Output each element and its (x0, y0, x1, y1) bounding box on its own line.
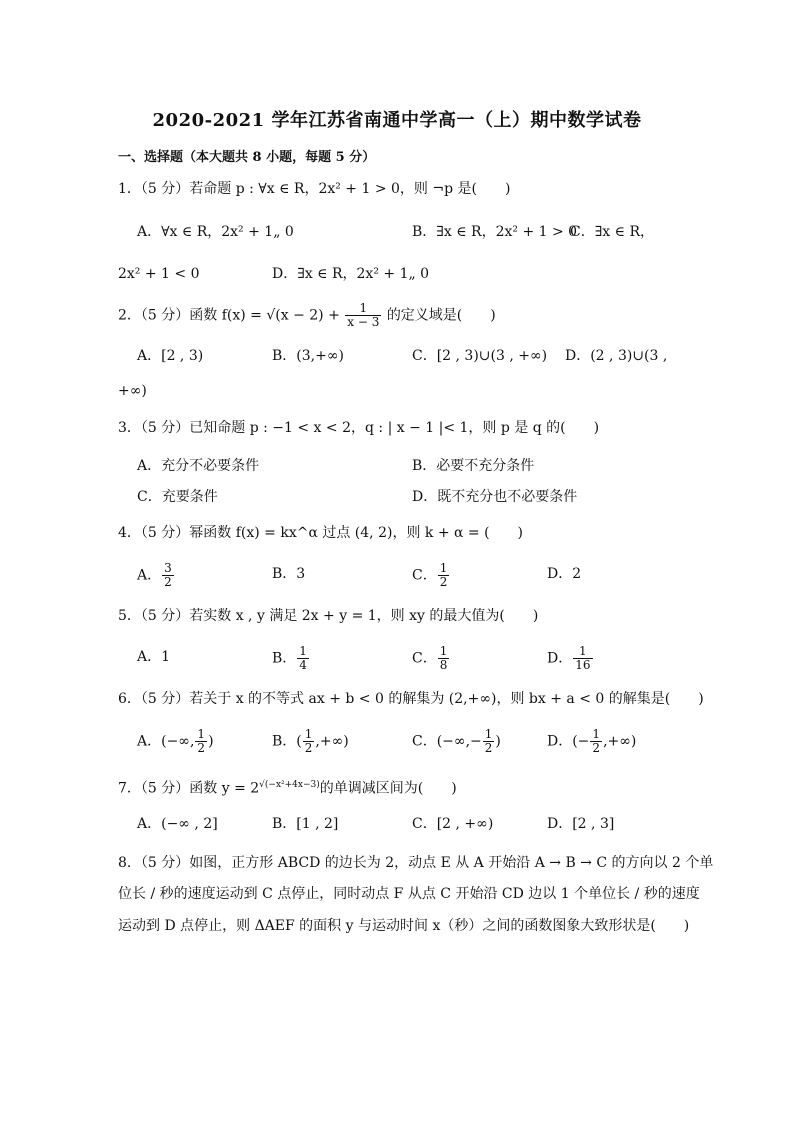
question-3-option-a: A．充分不必要条件 (137, 458, 260, 474)
fraction (590, 728, 602, 755)
fraction-denominator: x − 3 (347, 315, 380, 329)
question-8-line-1: 8．（5 分）如图，正方形 ABCD 的边长为 2，动点 E 从 A 开始沿 A → B → C 的方向以 2 个单 (118, 855, 714, 871)
fraction-numerator: 1 (304, 727, 313, 741)
question-6-stem: 6．（5 分）若关于 x 的不等式 ax + b < 0 的解集为 (2,+∞)，则 bx + a < 0 的解集是( ) (118, 691, 704, 707)
option-suffix: ) (208, 733, 214, 750)
question-4-option-d: D．2 (547, 566, 582, 582)
fraction-denominator: 4 (299, 658, 307, 672)
fraction-numerator: 1 (197, 727, 206, 741)
fraction-denominator: 2 (197, 741, 206, 755)
option-prefix: C．(−∞,− (412, 733, 482, 750)
fraction-denominator: 2 (484, 741, 493, 755)
question-2-option-b: B．(3,+∞) (272, 348, 344, 364)
fraction (297, 645, 309, 672)
fraction-denominator: 2 (439, 575, 448, 589)
question-7-option-c: C．[2 , +∞) (412, 816, 494, 832)
question-5-option-d (547, 645, 594, 672)
question-7-option-d: D．[2 , 3] (547, 816, 615, 832)
option-label: C． (412, 650, 437, 667)
fraction (438, 645, 450, 672)
question-1-stem: 1．（5 分）若命题 p : ∀x ∈ R，2x² + 1 > 0，则 ¬p 是( ) (118, 181, 511, 197)
option-prefix: D．(− (547, 733, 590, 750)
question-7-stem-post: 的单调减区间为( ) (319, 780, 457, 797)
question-4-stem: 4．（5 分）幂函数 f(x) = kx^α 过点 (4, 2)，则 k + α = ( ) (118, 525, 524, 541)
option-prefix: A．(−∞, (137, 733, 195, 750)
question-3-option-b: B．必要不充分条件 (412, 458, 535, 474)
fraction (573, 645, 592, 672)
fraction-denominator: 8 (439, 658, 448, 672)
question-6-option-a (137, 728, 214, 755)
question-7-option-a: A．(−∞ , 2] (137, 816, 218, 832)
fraction-numerator: 1 (573, 645, 592, 659)
question-8-line-2: 位长 / 秒的速度运动到 C 点停止，同时动点 F 从点 C 开始沿 CD 边以 1 个单位长 / 秒的速度 (118, 886, 700, 902)
question-1-option-c: C．∃x ∈ R， (570, 224, 655, 240)
fraction (162, 562, 174, 589)
question-6-option-b (272, 728, 349, 755)
fraction (195, 728, 207, 755)
option-suffix: ,+∞) (603, 733, 637, 750)
fraction-numerator: 3 (164, 561, 172, 575)
question-4-option-a (137, 562, 175, 589)
option-label: B． (272, 650, 297, 667)
question-7-exponent: √(−x²+4x−3) (259, 780, 320, 790)
fraction (438, 562, 450, 589)
option-suffix: ,+∞) (315, 733, 349, 750)
question-7-stem-pre: 7．（5 分）函数 y = 2 (118, 780, 260, 797)
question-1-option-b: B．∃x ∈ R，2x² + 1 > 0 (412, 224, 578, 240)
fraction-numerator: 1 (439, 561, 448, 575)
section-heading: 一、选择题（本大题共 8 小题，每题 5 分） (118, 150, 376, 165)
fraction-numerator: 1 (484, 727, 493, 741)
option-label: A． (137, 567, 162, 584)
fraction-denominator: 16 (575, 658, 591, 672)
question-1-option-a: A．∀x ∈ R，2x² + 1„ 0 (137, 224, 294, 240)
option-suffix: ) (495, 733, 501, 750)
question-2-option-c: C．[2 , 3)∪(3 , +∞) (412, 348, 548, 364)
fraction-numerator: 1 (592, 727, 601, 741)
question-5-stem: 5．（5 分）若实数 x , y 满足 2x + y = 1，则 xy 的最大值为( ) (118, 608, 539, 624)
question-2-option-d-cont: +∞) (118, 383, 147, 399)
question-3-option-c: C．充要条件 (137, 489, 218, 505)
question-8-line-3: 运动到 D 点停止，则 ΔAEF 的面积 y 与运动时间 x（秒）之间的函数图象大致形状是( ) (118, 918, 690, 934)
fraction-numerator: 1 (299, 644, 307, 658)
page-title: 2020-2021 学年江苏省南通中学高一（上）期中数学试卷 (152, 110, 642, 131)
fraction-numerator: 1 (439, 644, 448, 658)
fraction-numerator: 1 (345, 302, 381, 316)
question-6-option-c (412, 728, 501, 755)
fraction-denominator: 2 (304, 741, 313, 755)
question-1-option-d: D．∃x ∈ R，2x² + 1„ 0 (272, 266, 430, 282)
fraction-denominator: 2 (164, 575, 172, 589)
fraction-denominator: 2 (592, 741, 601, 755)
question-7-stem (118, 775, 457, 799)
question-2-fraction (345, 302, 381, 329)
question-2-stem (118, 302, 496, 329)
question-2-option-a: A．[2 , 3) (137, 348, 204, 364)
question-4-option-c (412, 562, 450, 589)
question-7-option-b: B．[1 , 2] (272, 816, 339, 832)
question-5-option-a: A．1 (137, 649, 171, 665)
question-5-option-c (412, 645, 450, 672)
question-3-option-d: D．既不充分也不必要条件 (412, 489, 578, 505)
option-label: D． (547, 650, 573, 667)
fraction (303, 728, 315, 755)
question-5-option-b (272, 645, 310, 672)
question-4-option-b: B．3 (272, 566, 306, 582)
option-label: C． (412, 567, 437, 584)
question-1-option-c-cont: 2x² + 1 < 0 (118, 266, 200, 282)
fraction (483, 728, 495, 755)
question-6-option-d (547, 728, 636, 755)
option-prefix: B．( (272, 733, 302, 750)
question-2-stem-pre: 2．（5 分）函数 f(x) = √(x − 2) + (118, 307, 340, 324)
question-2-option-d: D．(2 , 3)∪(3 , (565, 348, 668, 364)
question-3-stem: 3．（5 分）已知命题 p : −1 < x < 2，q : | x − 1 |< 1，则 p 是 q 的( ) (118, 420, 600, 436)
question-2-stem-post: 的定义域是( ) (386, 307, 496, 324)
